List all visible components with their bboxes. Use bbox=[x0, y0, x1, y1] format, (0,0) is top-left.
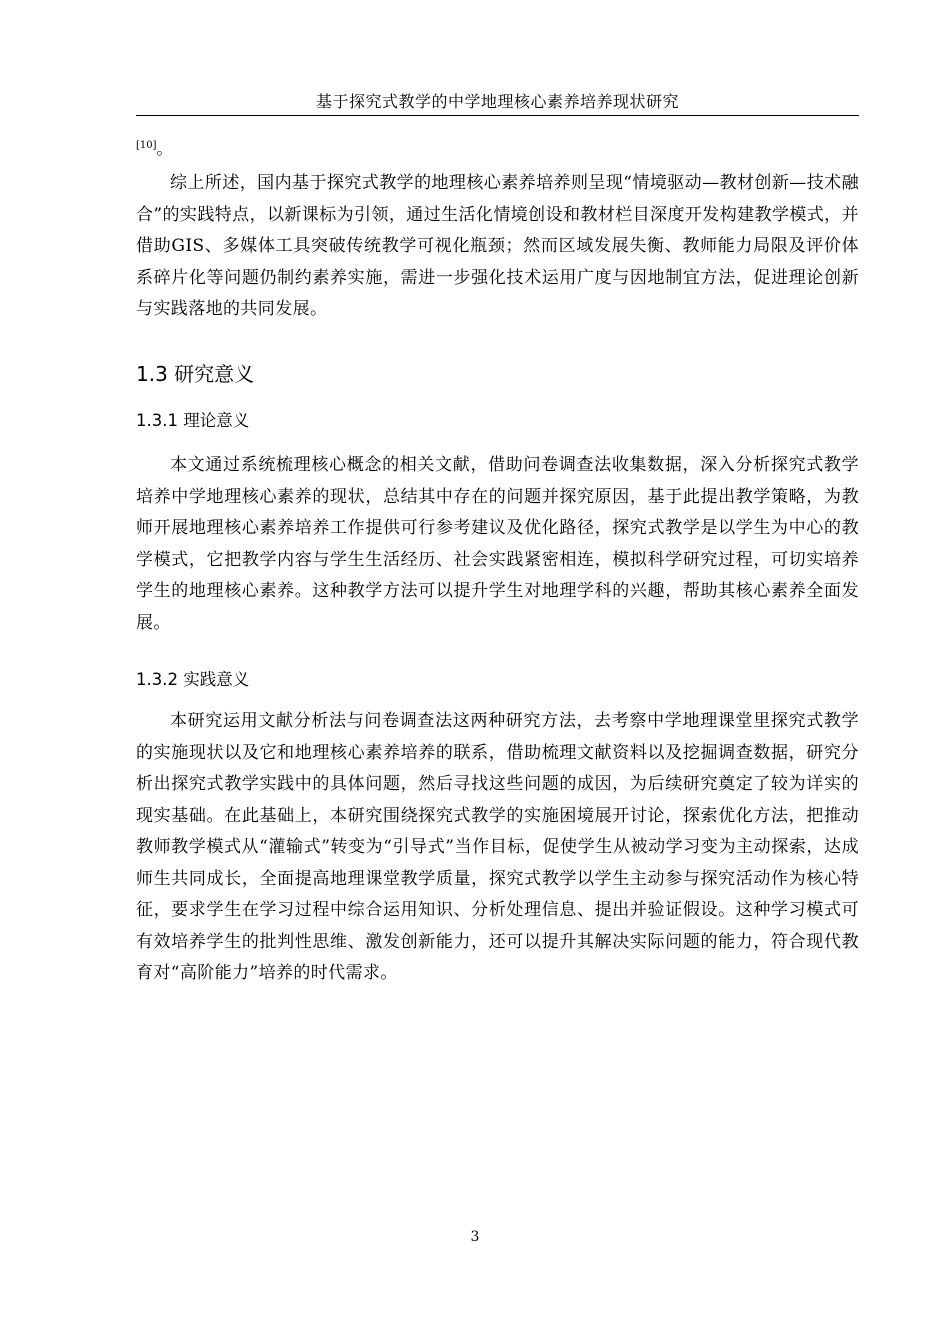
subsection-heading-1-3-2: 1.3.2 实践意义 bbox=[136, 670, 250, 689]
summary-block bbox=[136, 168, 859, 326]
theory-block bbox=[136, 450, 859, 639]
summary-paragraph: 综上所述，国内基于探究式教学的地理核心素养培养则呈现“情境驱动—教材创新—技术融合”的实践特点，以新课标为引领，通过生活化情境创设和教材栏目深度开发构建教学模式，并借助GIS、多媒体工具突破传统教学可视化瓶颈；然而区域发展失衡、教师能力局限及评价体系碎片化等问题仍制约素养实施，需进一步强化技术运用广度与因地制宜方法，促进理论创新与实践落地的共同发展。 bbox=[136, 173, 859, 319]
practice-paragraph: 本研究运用文献分析法与问卷调查法这两种研究方法，去考察中学地理课堂里探究式教学的实施现状以及它和地理核心素养培养的联系，借助梳理文献资料以及挖掘调查数据，研究分析出探究式教学实践中的具体问题，然后寻找这些问题的成因，为后续研究奠定了较为详实的现实基础。在此基础上，本研究围绕探究式教学的实施困境展开讨论，探索优化方法，把推动教师教学模式从“灌输式”转变为“引导式”当作目标，促使学生从被动学习变为主动探索，达成师生共同成长，全面提高地理课堂教学质量，探究式教学以学生主动参与探究活动作为核心特征，要求学生在学习过程中综合运用知识、分析处理信息、提出并验证假设。这种学习模式可有效培养学生的批判性思维、激发创新能力，还可以提升其解决实际问题的能力，符合现代教育对“高阶能力”培养的时代需求。 bbox=[136, 711, 859, 983]
citation-carryover bbox=[136, 136, 173, 159]
running-header: 基于探究式教学的中学地理核心素养培养现状研究 bbox=[315, 92, 679, 111]
citation-punct: 。 bbox=[156, 139, 173, 158]
practice-block bbox=[136, 706, 859, 990]
subsection-heading-1-3-1: 1.3.1 理论意义 bbox=[136, 411, 250, 430]
page-number: 3 bbox=[470, 1229, 480, 1245]
section-heading-1-3: 1.3 研究意义 bbox=[136, 362, 255, 386]
header-rule bbox=[136, 115, 859, 116]
citation-ref: [10] bbox=[136, 140, 157, 151]
theory-paragraph: 本文通过系统梳理核心概念的相关文献，借助问卷调查法收集数据，深入分析探究式教学培养中学地理核心素养的现状，总结其中存在的问题并探究原因，基于此提出教学策略，为教师开展地理核心素养培养工作提供可行参考建议及优化路径，探究式教学是以学生为中心的教学模式，它把教学内容与学生生活经历、社会实践紧密相连，模拟科学研究过程，可切实培养学生的地理核心素养。这种教学方法可以提升学生对地理学科的兴趣，帮助其核心素养全面发展。 bbox=[136, 455, 859, 633]
